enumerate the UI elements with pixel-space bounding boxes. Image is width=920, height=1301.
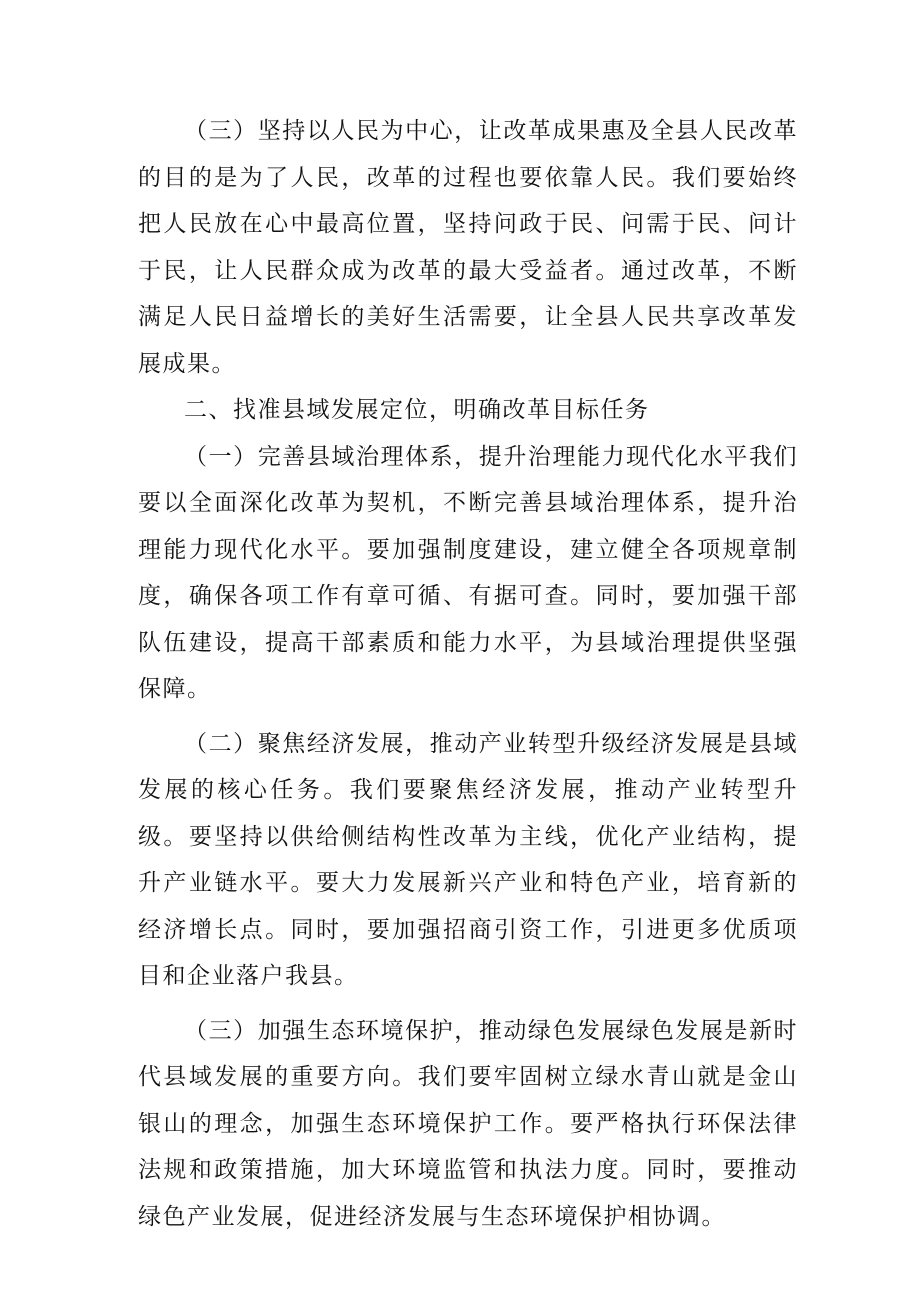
paragraph-ecology: （三）加强生态环境保护，推动绿色发展绿色发展是新时代县域发展的重要方向。我们要牢固树立绿水青山就是金山银山的理念，加强生态环境保护工作。要严格执行环保法律法规和政策措施，加大环境监管和执法力度。同时，要推动绿色产业发展，促进经济发展与生态环境保护相协调。: [138, 1017, 798, 1230]
document-body: [138, 108, 798, 1240]
paragraph-economy: （二）聚焦经济发展，推动产业转型升级经济发展是县域发展的核心任务。我们要聚焦经济发展，推动产业转型升级。要坚持以供给侧结构性改革为主线，优化产业结构，提升产业链水平。要大力发展新兴产业和特色产业，培育新的经济增长点。同时，要加强招商引资工作，引进更多优质项目和企业落户我县。: [138, 730, 798, 989]
section-heading-two: 二、找准县域发展定位，明确改革目标任务: [184, 397, 650, 423]
paragraph-people-centered: （三）坚持以人民为中心，让改革成果惠及全县人民改革的目的是为了人民，改革的过程也要依靠人民。我们要始终把人民放在心中最高位置，坚持问政于民、问需于民、问计于民，让人民群众成为改革的最大受益者。通过改革，不断满足人民日益增长的美好生活需要，让全县人民共享改革发展成果。: [138, 118, 798, 377]
paragraph-governance: （一）完善县域治理体系，提升治理能力现代化水平我们要以全面深化改革为契机，不断完善县域治理体系，提升治理能力现代化水平。要加强制度建设，建立健全各项规章制度，确保各项工作有章可循、有据可查。同时，要加强干部队伍建设，提高干部素质和能力水平，为县域治理提供坚强保障。: [138, 443, 798, 702]
